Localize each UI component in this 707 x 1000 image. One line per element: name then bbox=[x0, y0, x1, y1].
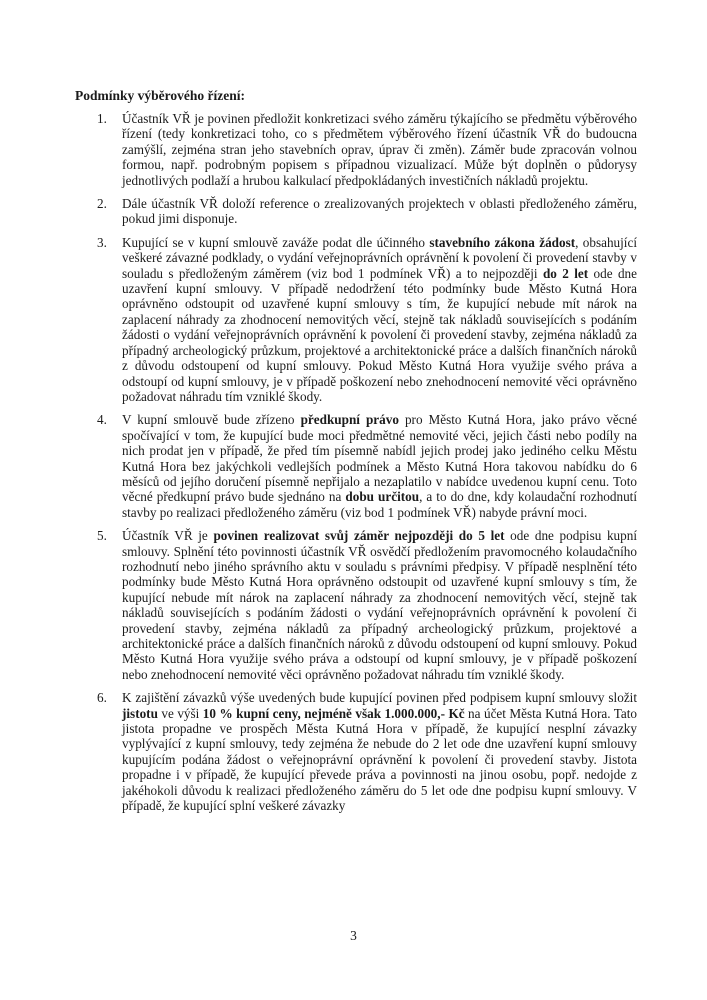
list-item bbox=[75, 196, 637, 227]
list-item-text: K zajištění závazků výše uvedených bude kupující povinen před podpisem kupní smlouvy složit jistotu ve výši 10 % kupní ceny, nejméně však 1.000.000,- Kč na účet Města Kutná Hora. Tato jistota propadne ve prospěch Města Kutná Hora v případě, že kupující nesplní závazky vyplývající z kupní smlouvy, tedy zejména že nebude do 2 let ode dne uzavření kupní smlouvy kupujícím podána žádost o veřejnoprávní oprávnění k povolení či provedení stavby. Jistota propadne i v případě, že kupující převede práva a povinnosti na jinou osobu, popř. nedojde z jakéhokoli důvodu k realizaci předloženého záměru do 5 let ode dne podpisu kupní smlouvy. V případě, že kupující splní veškeré závazky bbox=[122, 690, 637, 814]
list-item-number: 6. bbox=[97, 690, 107, 706]
list-item bbox=[75, 235, 637, 404]
list-item bbox=[75, 528, 637, 682]
list-item bbox=[75, 690, 637, 813]
list-item-text: Účastník VŘ je povinen předložit konkretizaci svého záměru týkajícího se předmětu výběrového řízení (tedy konkretizaci toho, co s předmětem výběrového řízení účastník VŘ do budoucna zamýšlí, zejména stran jeho stavebních oprav, úprav či změn). Záměr bude zpracován volnou formou, např. podrobným popisem s případnou vizualizací. Může být doplněn o půdorysy jednotlivých podlaží a hrubou kalkulací předpokládaných investičních nákladů projektu. bbox=[122, 111, 637, 188]
list-item-text: V kupní smlouvě bude zřízeno předkupní právo pro Město Kutná Hora, jako právo věcné spočívající v tom, že kupující bude moci předmětné nemovité věci, jejich části nebo podíly na nich prodat jen v případě, že před tím písemně nabídl jejich prodej jako jediného celku Městu Kutná Hora bez jakýchkoli vedlejších podmínek a Město Kutná Hora takovou nabídku do 6 měsíců od jejího doručení písemně nepřijalo a nezaplatilo v nabídce uvedenou kupní cenu. Toto věcné předkupní právo bude sjednáno na dobu určitou, a to do dne, kdy kolaudační rozhodnutí stavby po realizaci předloženého záměru (viz bod 1 podmínek VŘ) nabyde právní moci. bbox=[122, 412, 637, 520]
list-item-number: 2. bbox=[97, 196, 107, 212]
list-item-number: 5. bbox=[97, 528, 107, 544]
page-number: 3 bbox=[350, 928, 357, 943]
list-item-text: Dále účastník VŘ doloží reference o zrealizovaných projektech v oblasti předloženého záměru, pokud jimi disponuje. bbox=[122, 196, 637, 227]
list-item-text: Kupující se v kupní smlouvě zaváže podat dle účinného stavebního zákona žádost, obsahující veškeré závazné podklady, o vydání veřejnoprávních oprávnění k povolení či provedení stavby v souladu s předloženým záměrem (viz bod 1 podmínek VŘ) a to nejpozději do 2 let ode dne uzavření kupní smlouvy. V případě nedodržení této podmínky bude Město Kutná Hora oprávněno odstoupit od uzavřené kupní smlouvy s tím, že kupující nebude mít nárok na zaplacení náhrady za zhodnocení nemovitých věcí, stejně tak nákladů souvisejících s podáním žádosti o vydání veřejnoprávních oprávnění k povolení či provedení stavby, zejména nákladů za případný archeologický průzkum, projektové a architektonické práce a dalších finančních nároků z důvodu odstoupení od kupní smlouvy. Pokud Město Kutná Hora využije svého práva a odstoupí od kupní smlouvy, je v případě poškození nebo znehodnocení nemovité věci oprávněno požadovat náhradu tím vzniklé škody. bbox=[122, 234, 637, 404]
page-title: Podmínky výběrového řízení: bbox=[75, 88, 245, 103]
document-content bbox=[75, 88, 637, 813]
list-item-number: 1. bbox=[97, 111, 107, 126]
list-item bbox=[75, 412, 637, 520]
list-item-text: Účastník VŘ je povinen realizovat svůj záměr nejpozději do 5 let ode dne podpisu kupní smlouvy. Splnění této povinnosti účastník VŘ osvědčí předložením pravomocného kolaudačního rozhodnutí nebo jiného správního aktu v souladu s právními předpisy. V případě nesplnění této podmínky bude Město Kutná Hora oprávněno odstoupit od uzavřené kupní smlouvy s tím, že kupující nebude mít nárok na zaplacení náhrady za zhodnocení nemovitých věcí, stejně tak nákladů souvisejících s podáním žádosti o vydání veřejnoprávních oprávnění k povolení či provedení stavby, zejména nákladů za případný archeologický průzkum, projektové a architektonické práce a dalších finančních nároků z důvodu odstoupení od kupní smlouvy. Pokud Město Kutná Hora využije svého práva a odstoupí od kupní smlouvy, je v případě poškození nebo znehodnocení nemovité věci oprávněno požadovat náhradu tím vzniklé škody. bbox=[122, 528, 638, 682]
list-item-number: 3. bbox=[97, 234, 107, 250]
list-item bbox=[75, 111, 637, 188]
list-item-number: 4. bbox=[97, 412, 107, 428]
conditions-list bbox=[75, 111, 637, 813]
